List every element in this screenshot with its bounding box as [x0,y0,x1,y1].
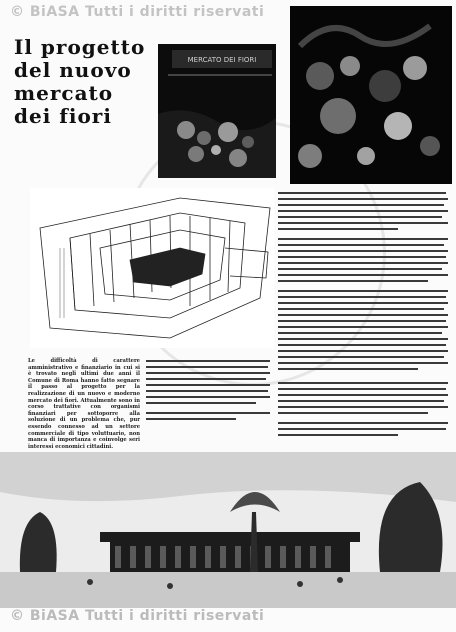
photo-flower-stall [290,6,452,184]
article-title [14,36,154,128]
text-lines-lower-right [278,380,450,442]
title-line-1: Il progetto [14,35,146,59]
floor-plan-image [30,188,274,348]
watermark-bottom: © BiASA Tutti i diritti riservati [10,608,265,624]
body-text-right-upper [278,190,450,376]
photo-flower-stall-image [290,6,452,184]
sign-text: MERCATO DEI FIORI [187,56,257,64]
photo-market-sign-image [158,44,276,178]
title-line-3: mercato [14,81,114,105]
body-text-lower-right [278,380,450,445]
body-text-lower-left: Le difficoltà di carattere amministrativo e finanziario in cui si è trovato negli ultimi due anni il Comune di Roma hanno fatto segnare il passo al progetto per la realizzazione di un nuovo e moderno mercato dei fiori. Attualmente sono in corso trattative con organismi finanziari per sottoporre alla soluzione di un problema che, pur essendo connesso ad un settore commerciale di tipo voluttuario, non manca di importanza e coinvolge seri interessi economici cittadini. [28,358,140,450]
title-line-4: dei fiori [14,104,112,128]
watermark-top: © BiASA Tutti i diritti riservati [10,4,265,20]
photo-market-sign [158,44,276,178]
building-rendering [0,452,456,608]
floor-plan-drawing [30,188,274,348]
body-text-lower-middle [146,358,272,431]
text-lines-right-upper [278,190,450,376]
text-lines-lower-middle [146,358,272,428]
title-line-2: del nuovo [14,58,132,82]
building-rendering-image [0,452,456,608]
